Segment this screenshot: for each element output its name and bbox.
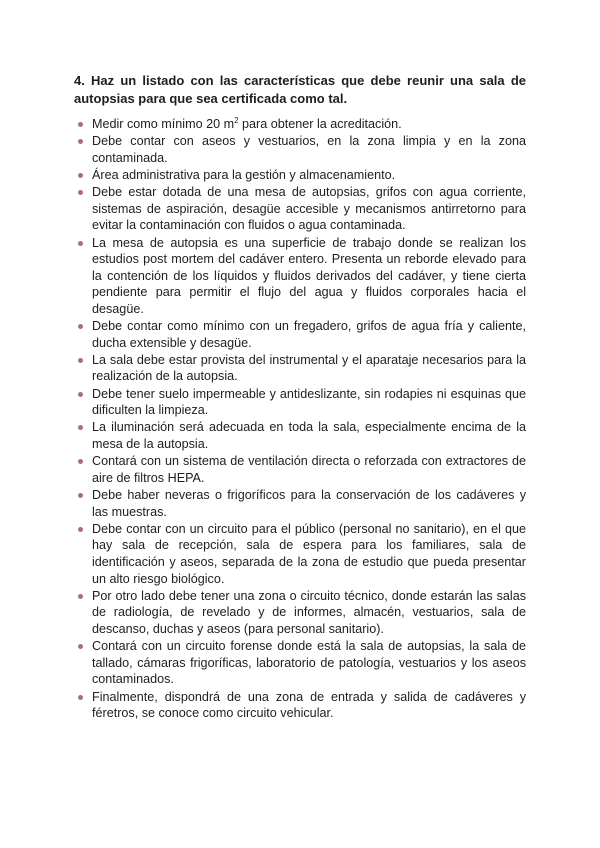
bullet-icon bbox=[78, 190, 83, 195]
list-item bbox=[92, 235, 526, 318]
list-item bbox=[92, 184, 526, 234]
list-item-text: Debe tener suelo impermeable y antideslizante, sin rodapies ni esquinas que dificulten la limpieza. bbox=[92, 386, 526, 418]
list-item-text: Debe contar con aseos y vestuarios, en la zona limpia y en la zona contaminada. bbox=[92, 134, 526, 165]
list-item-text: La sala debe estar provista del instrumental y el aparataje necesarios para la realización de la autopsia. bbox=[92, 352, 526, 384]
list-item bbox=[92, 133, 526, 166]
bullet-icon bbox=[78, 122, 83, 127]
list-item-text: La mesa de autopsia es una superficie de trabajo donde se realizan los estudios post mortem del cadáver entero. Presenta un reborde elevado para la contención de los líquidos y fluidos derivados del cadáver, y tiene cierta pendiente para permitir el flujo del agua y fluidos corporales hacia el desagüe. bbox=[92, 235, 526, 316]
list-item bbox=[92, 689, 526, 722]
list-item-text: Finalmente, dispondrá de una zona de entrada y salida de cadáveres y féretros, se conoce como circuito vehicular. bbox=[92, 689, 526, 721]
list-item-text: Debe estar dotada de una mesa de autopsias, grifos con agua corriente, sistemas de aspiración, desagüe accesible y mecanismos antirretorno para evitar la contaminación con fluidos o agua contaminada. bbox=[92, 185, 526, 233]
bullet-icon bbox=[78, 425, 83, 430]
list-item bbox=[92, 167, 526, 184]
list-item bbox=[92, 638, 526, 688]
list-item bbox=[92, 386, 526, 419]
bullet-icon bbox=[78, 594, 83, 599]
list-item bbox=[92, 352, 526, 385]
list-item-text: Por otro lado debe tener una zona o circuito técnico, donde estarán las salas de radiología, de revelado y de informes, almacén, vestuarios, sala de descanso, duchas y aseos (para personal sanitario). bbox=[92, 588, 526, 636]
list-item-text: Medir como mínimo 20 $m^2$ para obtener la acreditación. bbox=[92, 115, 402, 131]
list-item bbox=[92, 453, 526, 486]
list-item-text: Debe contar con un circuito para el público (personal no sanitario), en el que hay sala de recepción, sala de espera para los familiares, sala de identificación y aseos, separada de la zona de estudio que pueda presentar un alto riesgo biológico. bbox=[92, 521, 526, 586]
bullet-icon bbox=[78, 173, 83, 178]
list-item-text: Contará con un sistema de ventilación directa o reforzada con extractores de aire de filtros HEPA. bbox=[92, 454, 526, 485]
bullet-icon bbox=[78, 527, 83, 532]
requirements-list bbox=[92, 116, 526, 722]
list-item bbox=[92, 487, 526, 520]
bullet-icon bbox=[78, 324, 83, 329]
bullet-icon bbox=[78, 358, 83, 363]
list-item bbox=[92, 588, 526, 638]
question-heading: 4. Haz un listado con las características que debe reunir una sala de autopsias para que sea certificada como tal. bbox=[74, 73, 526, 106]
list-item-text: La iluminación será adecuada en toda la sala, especialmente encima de la mesa de la autopsia. bbox=[92, 420, 526, 452]
bullet-icon bbox=[78, 695, 83, 700]
list-item bbox=[92, 521, 526, 587]
bullet-icon bbox=[78, 139, 83, 144]
list-item bbox=[92, 318, 526, 351]
bullet-icon bbox=[78, 241, 83, 246]
list-item-text: Debe haber neveras o frigoríficos para la conservación de los cadáveres y las muestras. bbox=[92, 488, 526, 519]
list-item-text: Área administrativa para la gestión y almacenamiento. bbox=[92, 167, 396, 182]
bullet-icon bbox=[78, 493, 83, 498]
bullet-icon bbox=[78, 644, 83, 649]
list-item bbox=[92, 116, 526, 133]
list-item-text: Contará con un circuito forense donde está la sala de autopsias, la sala de tallado, cámaras frigoríficas, laboratorio de patología, vestuarios y los aseos contaminados. bbox=[92, 639, 526, 687]
bullet-icon bbox=[78, 459, 83, 464]
list-item-text: Debe contar como mínimo con un fregadero, grifos de agua fría y caliente, ducha extensible y desagüe. bbox=[92, 319, 526, 350]
list-item bbox=[92, 419, 526, 452]
bullet-icon bbox=[78, 392, 83, 397]
